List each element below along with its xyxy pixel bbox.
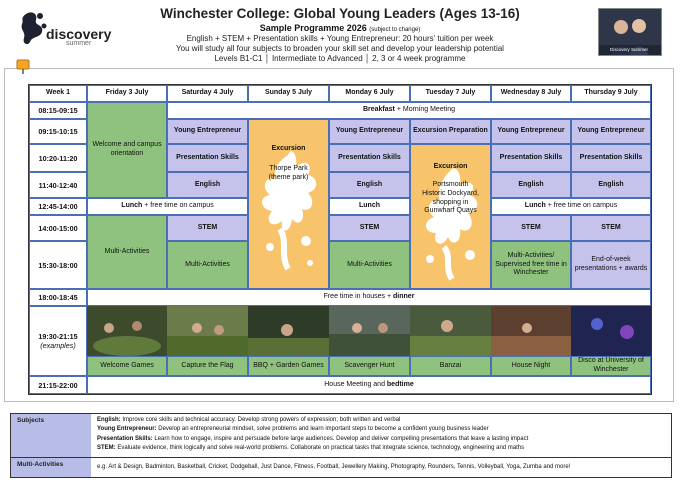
presentation-cell: Presentation Skills: [329, 144, 410, 172]
subjects-line: English + STEM + Presentation skills + Young Entrepreneur: 20 hours' tuition per week: [186, 34, 494, 43]
evening-activity: BBQ + Garden Games: [248, 356, 329, 376]
legend-subjects-text: English: Improve core skills and technical accuracy. Develop strong powers of expression; both written and verbal Young Entrepreneur: Develop an entrepreneurial mindset, solve problems and learn important steps to become a confident young business leader Presentation Skills: Learn how to engage, inspire and persuade before large audiences. Develop and deliver compelling presentations that leave a lasting impact STEM: Evaluate evidence, think logically and solve real-world problems. Collaborate on practical tasks that integrate science, technology, engineering and maths: [91, 414, 671, 458]
evening-activity: House Night: [491, 356, 571, 376]
english-cell: English: [167, 172, 248, 198]
evening-activity: Capture the Flag: [167, 356, 248, 376]
multi-activities-cell: Multi-Activities: [87, 215, 167, 289]
evening-photos: [87, 306, 651, 356]
day-header: Wednesday 8 July: [491, 85, 571, 102]
excursion-label: Excursion: [271, 145, 306, 152]
day-header: Sunday 5 July: [248, 85, 329, 102]
evening-activity: Scavenger Hunt: [329, 356, 410, 376]
time-cell: 12:45-14:00: [29, 198, 87, 215]
lunch-cell: Lunch + free time on campus: [491, 198, 651, 215]
time-cell: 09:15-10:15: [29, 119, 87, 144]
time-cell: 21:15-22:00: [29, 376, 87, 394]
stem-cell: STEM: [491, 215, 571, 241]
evening-time-cell: [29, 306, 87, 376]
breakfast-cell: Breakfast + Morning Meeting: [167, 102, 651, 119]
portsmouth-label: Portsmouth Historic Dockyard, shopping in Gunwharf Quays: [422, 181, 479, 215]
evening-time: 19:30-21:15: [38, 332, 78, 341]
page-title: Winchester College: Global Young Leaders (Ages 13-16): [160, 6, 520, 21]
end-week-cell: End-of-week presentations + awards: [571, 241, 651, 289]
young-entrepreneur-cell: Young Entrepreneur: [571, 119, 651, 144]
multi-activities-cell: Multi-Activities: [329, 241, 410, 289]
stem-cell: STEM: [167, 215, 248, 241]
multi-supervised-cell: Multi-Activities/ Supervised free time in Winchester: [491, 241, 571, 289]
english-cell: English: [491, 172, 571, 198]
evening-activity: Disco at University of Winchester: [571, 356, 651, 376]
day-header: Monday 6 July: [329, 85, 410, 102]
legend-subjects-label: Subjects: [11, 414, 91, 458]
lunch-cell: Lunch: [329, 198, 410, 215]
time-cell: 18:00-18:45: [29, 289, 87, 306]
free-time-cell: Free time in houses + dinner: [87, 289, 651, 306]
photo-caption: Discovery Summer: [609, 47, 648, 52]
evening-examples: (examples): [40, 341, 76, 350]
stem-cell: STEM: [571, 215, 651, 241]
presentation-cell: Presentation Skills: [571, 144, 651, 172]
thorpe-park-label: Thorpe Park (theme park): [268, 165, 309, 181]
day-header: Friday 3 July: [87, 85, 167, 102]
evening-activity: Banzai: [410, 356, 491, 376]
day-header: Saturday 4 July: [167, 85, 248, 102]
legend-multi-text: e.g. Art & Design, Badminton, Basketball, Cricket, Dodgeball, Just Dance, Fitness, Football, Jewellery Making, Photography, Rounders, Tennis, Volleyball, Yoga, Zumba and more!: [97, 464, 571, 470]
page-subtitle: Sample Programme 2026 (subject to change): [259, 23, 421, 33]
time-cell: 08:15-09:15: [29, 102, 87, 119]
time-cell: 14:00-15:00: [29, 215, 87, 241]
english-cell: English: [329, 172, 410, 198]
young-entrepreneur-cell: Young Entrepreneur: [167, 119, 248, 144]
week-header: Week 1: [29, 85, 87, 102]
subtitle-note: (subject to change): [369, 27, 421, 33]
presentation-cell: Presentation Skills: [491, 144, 571, 172]
levels-line: Levels B1-C1 │ Intermediate to Advanced │ 2, 3 or 4 week programme: [214, 54, 466, 63]
house-meeting-cell: House Meeting and bedtime: [87, 376, 651, 394]
lunch-cell: Lunch + free time on campus: [87, 198, 248, 215]
time-cell: 10:20-11:20: [29, 144, 87, 172]
brand-name: discovery: [46, 26, 112, 42]
time-cell: 15:30-18:00: [29, 241, 87, 289]
stem-cell: STEM: [329, 215, 410, 241]
schedule-table: [28, 84, 652, 395]
welcome-cell: Welcome and campus orientation: [87, 102, 167, 198]
day-header: Thursday 9 July: [571, 85, 651, 102]
english-cell: English: [571, 172, 651, 198]
young-entrepreneur-cell: Young Entrepreneur: [491, 119, 571, 144]
brand-sub: summer: [66, 40, 92, 47]
legend-box: [10, 413, 672, 478]
young-entrepreneur-cell: Young Entrepreneur: [329, 119, 410, 144]
multi-activities-cell: Multi-Activities: [167, 241, 248, 289]
day-header: Tuesday 7 July: [410, 85, 491, 102]
time-cell: 11:40-12:40: [29, 172, 87, 198]
pin-icon: [14, 58, 32, 74]
excursion-prep-cell: Excursion Preparation: [410, 119, 491, 144]
presentation-cell: Presentation Skills: [167, 144, 248, 172]
study-line: You will study all four subjects to broaden your skill set and develop your leadership potential: [176, 44, 504, 53]
evening-activity: Welcome Games: [87, 356, 167, 376]
excursion-label: Excursion: [433, 163, 468, 170]
legend-multi-label: Multi-Activities: [11, 458, 91, 477]
